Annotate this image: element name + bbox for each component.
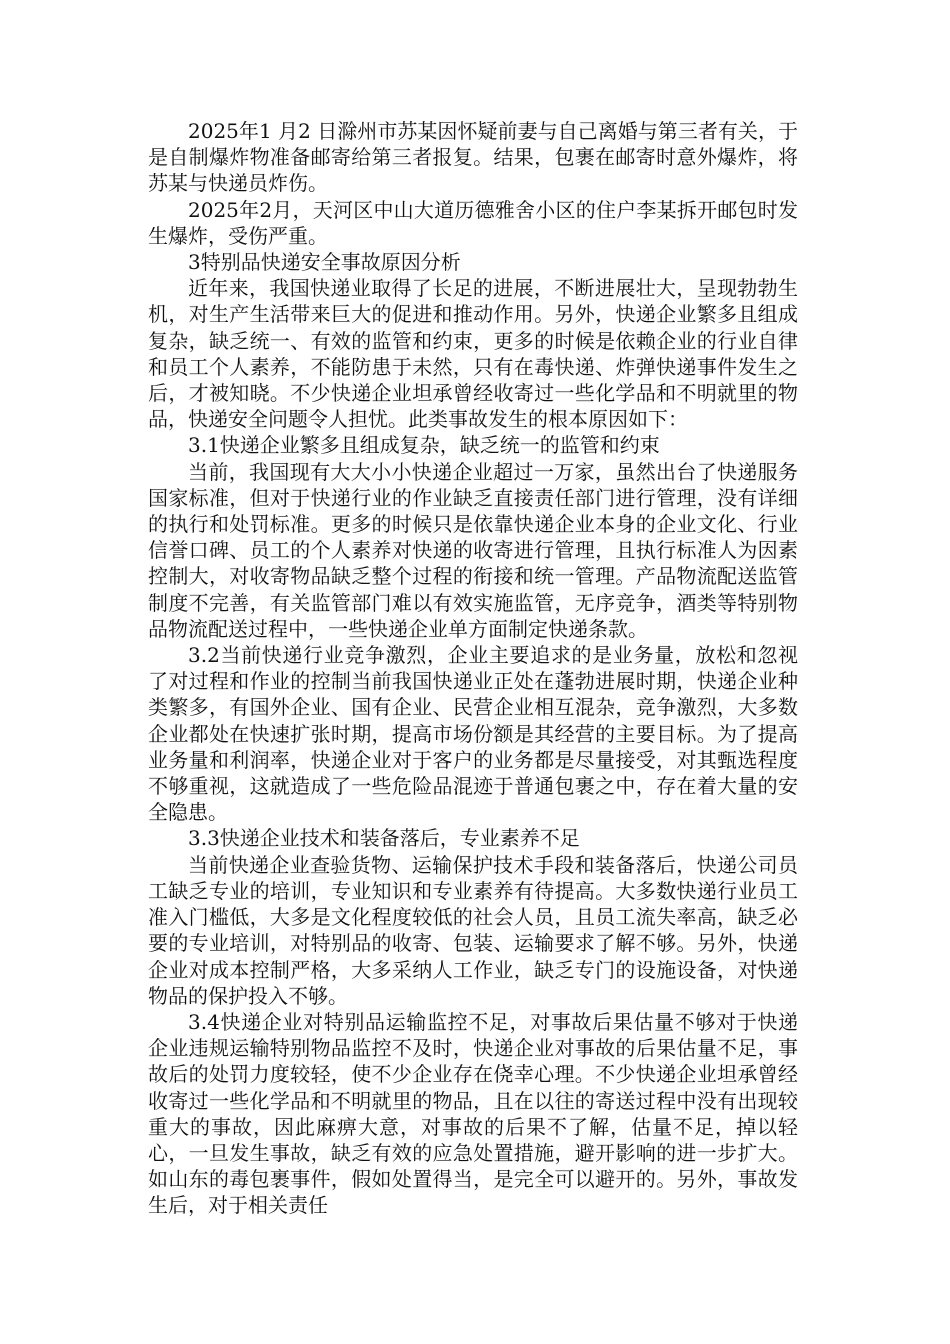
paragraph-incident-tianhe: 2025年2月，天河区中山大道历德雅舍小区的住户李某拆开邮包时发生爆炸，受伤严重。: [148, 197, 798, 248]
paragraph-3-4: 3.4快递企业对特别品运输监控不足，对事故后果估量不够对于快递企业违规运输特别物品监控不及时，快递企业对事故的后果估量不足，事故后的处罚力度较轻，使不少企业存在侥幸心理。不少快递企业坦承曾经收寄过一些化学品和不明就里的物品，且在以往的寄送过程中没有出现较重大的事故，因此麻痹大意，对事故的后果不了解，估量不足，掉以轻心，一旦发生事故，缺乏有效的应急处置措施，避开影响的进一步扩大。如山东的毒包裹事件，假如处置得当，是完全可以避开的。另外，事故发生后，对于相关责任: [148, 1009, 798, 1218]
paragraph-3-3: 当前快递企业查验货物、运输保护技术手段和装备落后，快递公司员工缺乏专业的培训，专业知识和专业素养有待提高。大多数快递行业员工准入门槛低，大多是文化程度较低的社会人员，且员工流失率高，缺乏必要的专业培训，对特别品的收寄、包装、运输要求了解不够。另外，快递企业对成本控制严格，大多采纳人工作业，缺乏专门的设施设备，对快递物品的保护投入不够。: [148, 852, 798, 1008]
section-heading-3-3: 3.3快递企业技术和装备落后，专业素养不足: [188, 826, 580, 851]
paragraph-3-1: 当前，我国现有大大小小快递企业超过一万家，虽然出台了快递服务国家标准，但对于快递行业的作业缺乏直接责任部门进行管理，没有详细的执行和处罚标准。更多的时候只是依靠快递企业本身的企业文化、行业信誉口碑、员工的个人素养对快递的收寄进行管理，且执行标准人为因素控制大，对收寄物品缺乏整个过程的衔接和统一管理。产品物流配送监管制度不完善，有关监管部门难以有效实施监管，无序竞争，酒类等特别物品物流配送过程中，一些快递企业单方面制定快递条款。: [148, 459, 798, 641]
paragraph-3-2: 3.2当前快递行业竞争激烈，企业主要追求的是业务量，放松和忽视了对过程和作业的控制当前我国快递业正处在蓬勃进展时期，快递企业种类繁多，有国外企业、国有企业、民营企业相互混杂，竞争激烈，大多数企业都处在快速扩张时期，提高市场份额是其经营的主要目标。为了提高业务量和利润率，快递企业对于客户的业务都是尽量接受，对其甄选程度不够重视，这就造成了一些危险品混迹于普通包裹之中，存在着大量的安全隐患。: [148, 643, 798, 825]
section-heading-3: 3特别品快递安全事故原因分析: [188, 250, 461, 275]
paragraph-incident-chuzhou: 2025年1 月2 日滁州市苏某因怀疑前妻与自己离婚与第三者有关，于是自制爆炸物准备邮寄给第三者报复。结果，包裹在邮寄时意外爆炸，将苏某与快递员炸伤。: [148, 119, 798, 196]
paragraph-intro-analysis: 近年来，我国快递业取得了长足的进展，不断进展壮大，呈现勃勃生机，对生产生活带来巨大的促进和推动作用。另外，快递企业繁多且组成复杂，缺乏统一、有效的监管和约束，更多的时候是依赖企业的行业自律和员工个人素养，不能防患于未然，只有在毒快递、炸弹快递事件发生之后，才被知晓。不少快递企业坦承曾经收寄过一些化学品和不明就里的物品，快递安全问题令人担忧。此类事故发生的根本原因如下：: [148, 276, 798, 432]
document-body: [148, 118, 798, 1219]
section-heading-3-1: 3.1快递企业繁多且组成复杂，缺乏统一的监管和约束: [188, 433, 660, 458]
